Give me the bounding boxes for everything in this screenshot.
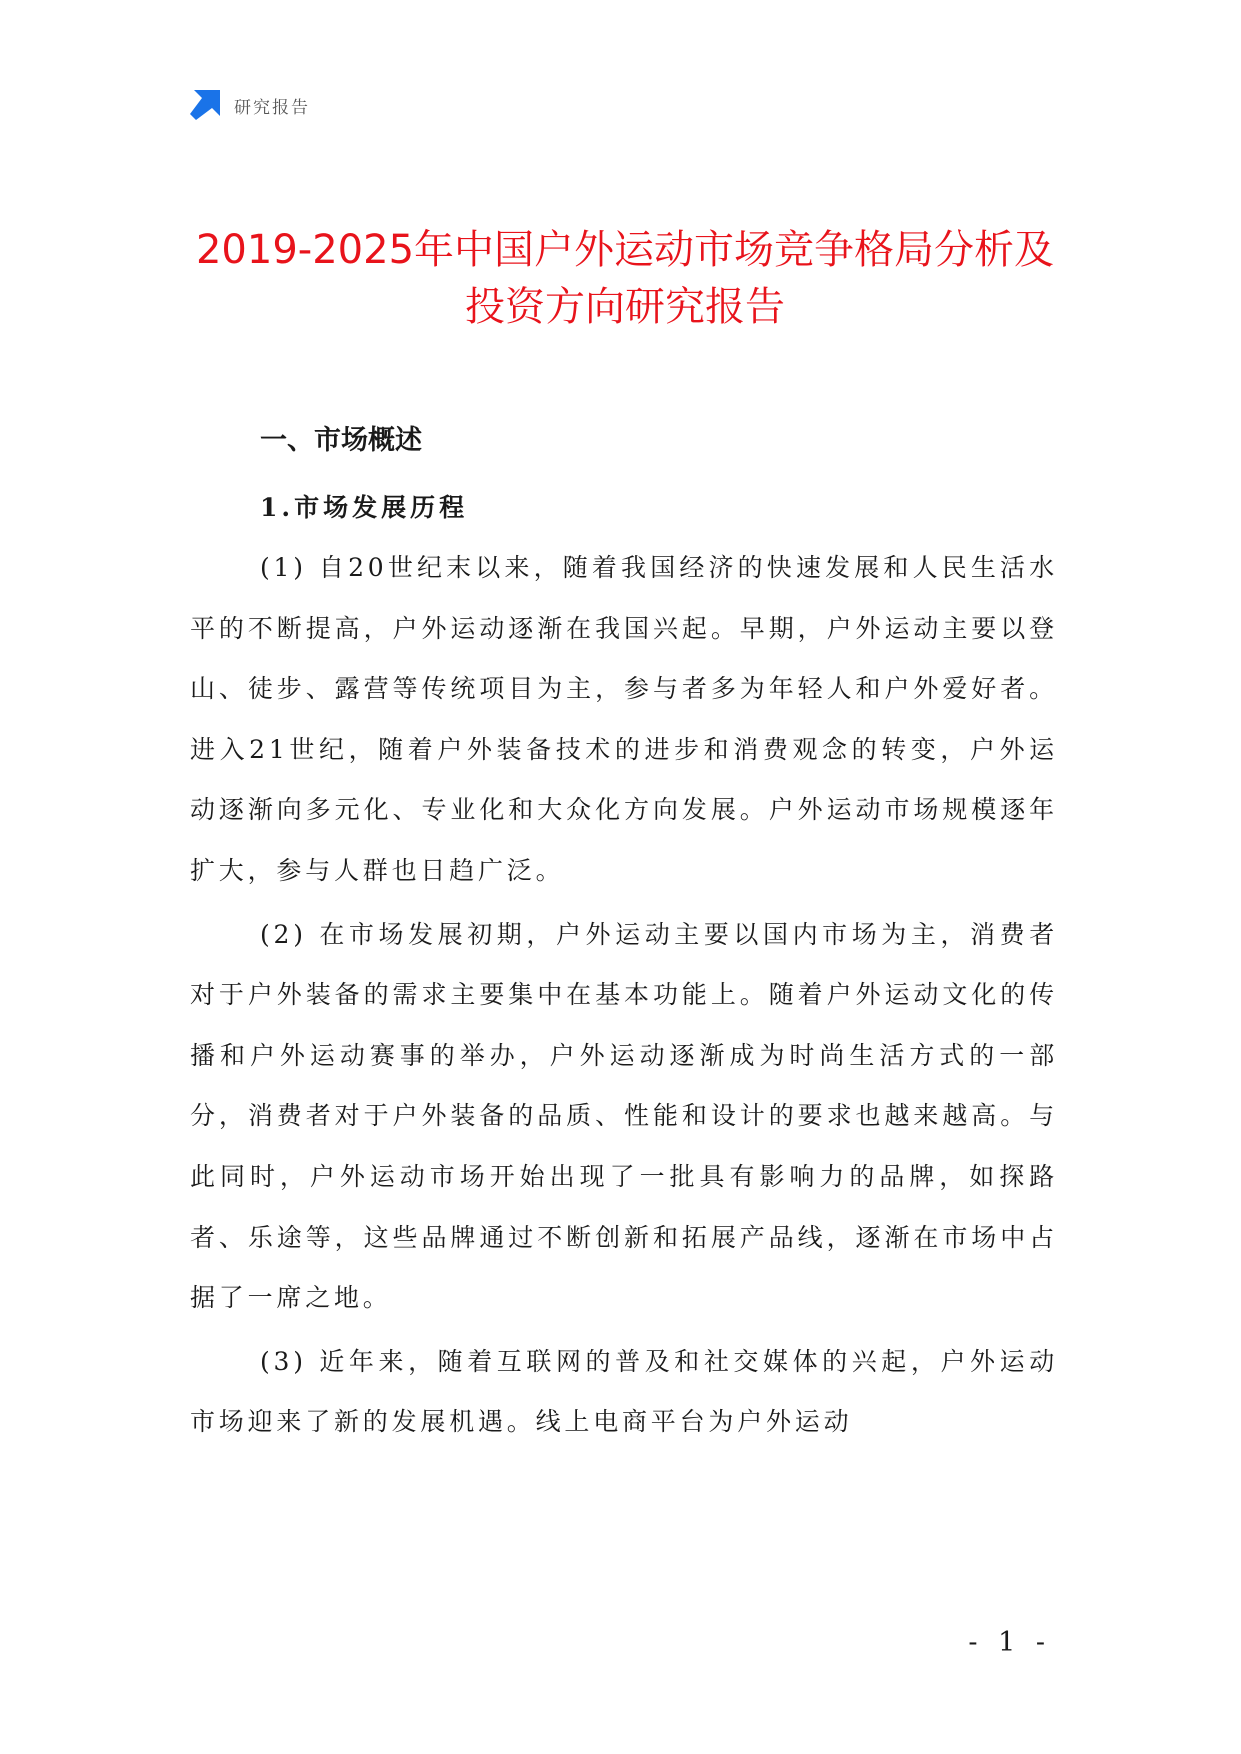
page-header [190, 90, 310, 120]
section-heading: 一、市场概述 [260, 425, 422, 456]
document-body [190, 420, 1058, 1453]
arrow-up-right-icon [190, 90, 220, 120]
header-label: 研究报告 [234, 97, 310, 118]
paragraph-1: (1) 自20世纪末以来，随着我国经济的快速发展和人民生活水平的不断提高，户外运动逐渐在我国兴起。早期，户外运动主要以登山、徒步、露营等传统项目为主，参与者多为年轻人和户外爱好者。进入21世纪，随着户外装备技术的进步和消费观念的转变，户外运动逐渐向多元化、专业化和大众化方向发展。户外运动市场规模逐年扩大，参与人群也日趋广泛。 [190, 553, 1058, 885]
paragraph-3: (3) 近年来，随着互联网的普及和社交媒体的兴起，户外运动市场迎来了新的发展机遇。线上电商平台为户外运动 [190, 1346, 1058, 1437]
sub-heading: 1.市场发展历程 [260, 493, 469, 522]
paragraph-2: (2) 在市场发展初期，户外运动主要以国内市场为主，消费者对于户外装备的需求主要集中在基本功能上。随着户外运动文化的传播和户外运动赛事的举办，户外运动逐渐成为时尚生活方式的一部分，消费者对于户外装备的品质、性能和设计的要求也越来越高。与此同时，户外运动市场开始出现了一批具有影响力的品牌，如探路者、乐途等，这些品牌通过不断创新和拓展产品线，逐渐在市场中占据了一席之地。 [190, 919, 1058, 1313]
page-number: - 1 - [968, 1627, 1051, 1658]
document-title: 2019-2025年中国户外运动市场竞争格局分析及投资方向研究报告 [195, 227, 1055, 330]
